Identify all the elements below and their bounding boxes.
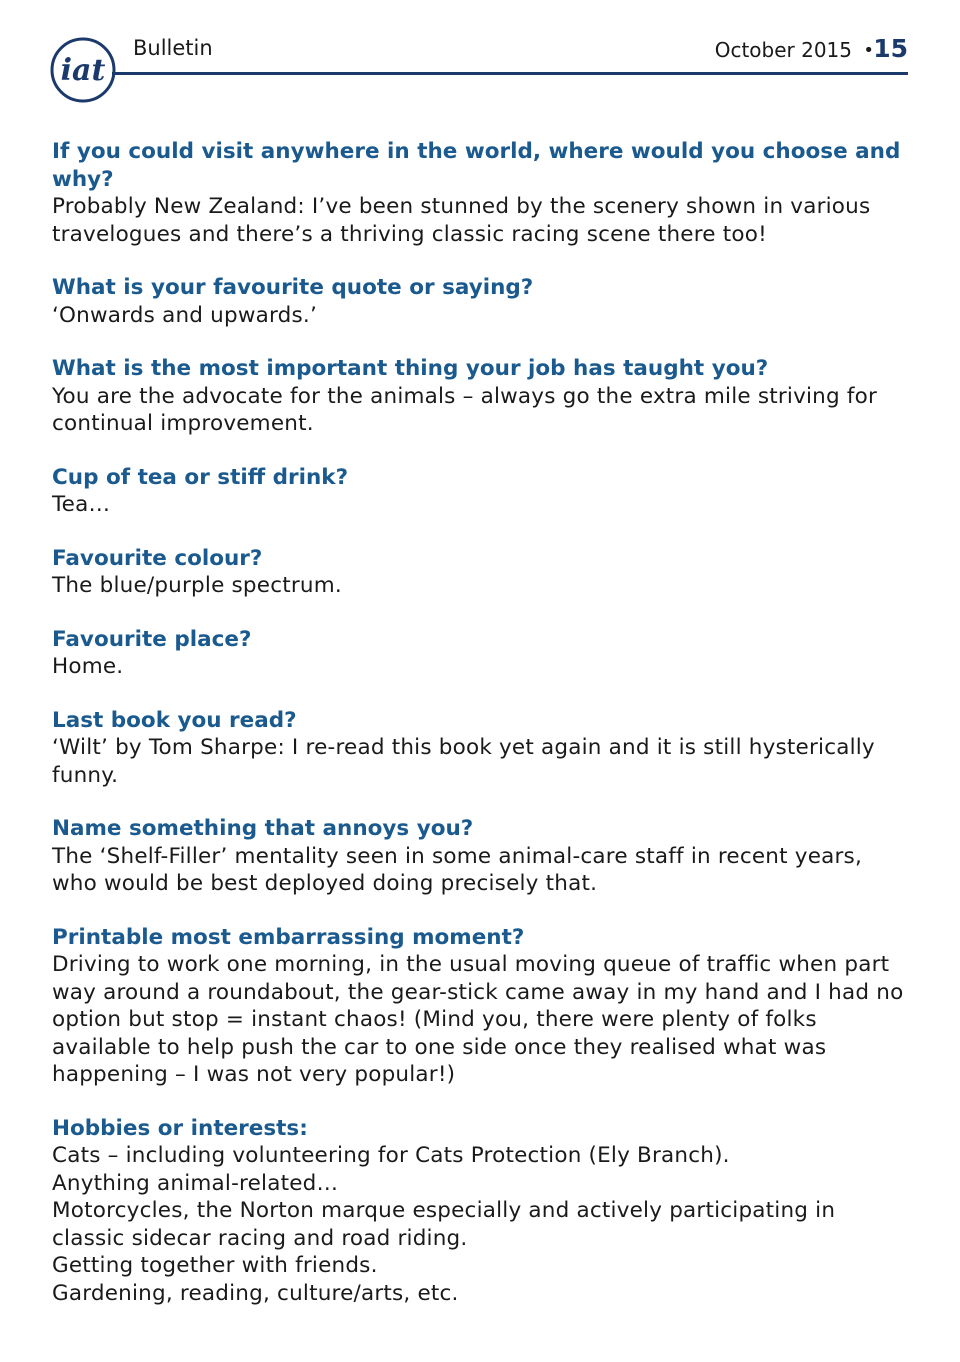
qa-item	[52, 815, 912, 898]
answer: Home.	[52, 654, 124, 679]
answer: The blue/purple spectrum.	[52, 573, 342, 598]
hobby-line: Motorcycles, the Norton marque especially and actively participating in classic sidecar racing and road riding.	[52, 1198, 836, 1251]
hobbies-list	[52, 1142, 912, 1307]
hobby-line: Gardening, reading, culture/arts, etc.	[52, 1280, 459, 1306]
hobby-line: Getting together with friends.	[52, 1253, 378, 1278]
hobby-line: Cats – including volunteering for Cats Protection (Ely Branch).	[52, 1143, 730, 1168]
qa-item	[52, 707, 912, 790]
page-number: 15	[873, 34, 908, 63]
hobby-line: Anything animal-related…	[52, 1170, 339, 1196]
qa-item	[52, 924, 912, 1089]
header-separator: •	[863, 40, 874, 61]
question: Hobbies or interests:	[52, 1115, 308, 1141]
answer: You are the advocate for the animals – always go the extra mile striving for continual improvement.	[52, 383, 878, 436]
answer: Probably New Zealand: I’ve been stunned by the scenery shown in various travelogues and there’s a thriving classic racing scene there too!	[52, 194, 871, 247]
question: Name something that annoys you?	[52, 816, 474, 841]
qa-item	[52, 545, 912, 600]
qa-item	[52, 355, 912, 438]
answer: The ‘Shelf-Filler’ mentality seen in some animal-care staff in recent years, who would be best deployed doing precisely that.	[52, 843, 862, 896]
interview-content	[52, 138, 912, 1333]
question: What is your favourite quote or saying?	[52, 275, 534, 300]
header-rule	[112, 72, 908, 75]
answer: ‘Onwards and upwards.’	[52, 302, 317, 328]
question: Favourite colour?	[52, 545, 263, 571]
qa-hobbies	[52, 1115, 912, 1308]
qa-item	[52, 138, 912, 248]
question: What is the most important thing your job has taught you?	[52, 356, 769, 381]
page-header	[0, 0, 960, 110]
answer: Tea…	[52, 492, 111, 517]
qa-item	[52, 464, 912, 519]
answer: ‘Wilt’ by Tom Sharpe: I re-read this book yet again and it is still hysterically funny.	[52, 735, 875, 788]
question: Cup of tea or stiff drink?	[52, 464, 349, 490]
logo-text: iat	[60, 53, 106, 88]
publication-name: Bulletin	[133, 36, 213, 60]
question: Favourite place?	[52, 626, 252, 652]
question: Last book you read?	[52, 707, 297, 733]
qa-item	[52, 626, 912, 681]
question: If you could visit anywhere in the world, where would you choose and why?	[52, 139, 901, 192]
qa-item	[52, 274, 912, 329]
iat-logo	[50, 37, 116, 103]
issue-date: October 2015	[714, 38, 852, 62]
answer: Driving to work one morning, in the usual moving queue of traffic when part way around a roundabout, the gear-stick came away in my hand and I had no option but stop = instant chaos! (Mind you, there were plenty of folks available to help push the car to one side once they realised what was happening – I was not very popular!)	[52, 952, 904, 1087]
question: Printable most embarrassing moment?	[52, 924, 525, 950]
